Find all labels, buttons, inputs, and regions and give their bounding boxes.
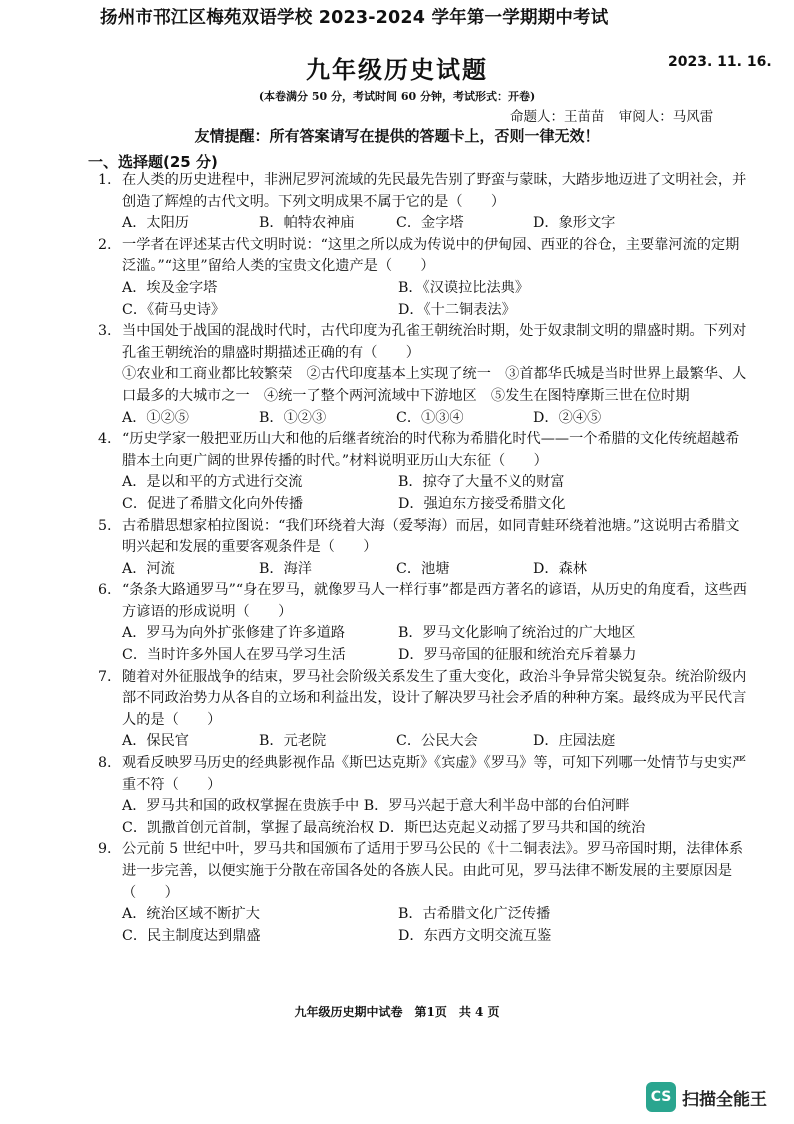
scanner-watermark	[646, 1081, 776, 1113]
option-d: D．《十二铜表法》	[398, 301, 516, 318]
question-stem: 古希腊思想家柏拉图说：“我们环绕着大海（爱琴海）而居，如同青蛙环绕着池塘。”这说明古希腊文明兴起和发展的重要客观条件是（ ）	[122, 517, 740, 556]
option-d: D．强迫东方接受希腊文化	[398, 495, 566, 512]
question-6	[98, 580, 748, 666]
option-c: C．公民大会	[396, 733, 478, 750]
question-stem: “历史学家一般把亚历山大和他的后继者统治的时代称为希腊化时代——一个希腊的文化传统超越希腊本土向更广阔的世界传播的时代。”材料说明亚历山大东征（ ）	[122, 431, 740, 469]
question-4	[98, 429, 748, 515]
question-1	[98, 170, 748, 235]
option-c: C．池塘	[396, 560, 450, 577]
option-d: D．②④⑤	[533, 409, 602, 426]
option-c: C．①③④	[396, 409, 464, 426]
author-line	[510, 105, 723, 125]
section-heading: 一、选择题(25 分)	[88, 153, 218, 171]
option-a: A．是以和平的方式进行交流	[122, 474, 303, 491]
option-c: C．当时许多外国人在罗马学习生活	[122, 647, 346, 664]
option-a: A．河流	[122, 560, 175, 577]
option-c: C．金字塔	[396, 215, 464, 232]
option-b: B．古希腊文化广泛传播	[398, 906, 551, 923]
option-d: D．象形文字	[533, 215, 616, 232]
question-stem: 一学者在评述某古代文明时说：“这里之所以成为传说中的伊甸园、西亚的谷仓，主要靠河流的定期泛滥。”“这里”留给人类的宝贵文化遗产是（ ）	[122, 236, 740, 275]
question-stem: 观看反映罗马历史的经典影视作品《斯巴达克斯》《宾虚》《罗马》等，可知下列哪一处情节与史实严重不符（ ）	[122, 755, 747, 793]
question-3	[98, 321, 748, 429]
option-d: D．罗马帝国的征服和统治充斥着暴力	[398, 647, 637, 664]
question-stem: 当中国处于战国的混战时代时，古代印度为孔雀王朝统治时期，处于奴隶制文明的鼎盛时期。下列对孔雀王朝统治的鼎盛时期描述正确的有（ ）	[122, 323, 747, 361]
option-c: C．民主制度达到鼎盛	[122, 927, 261, 944]
paper-title: 九年级历史试题	[306, 56, 488, 84]
question-2	[98, 235, 748, 321]
question-8	[98, 753, 748, 839]
friendly-tip: 友情提醒：所有答案请写在提供的答题卡上，否则一律无效！	[194, 127, 600, 145]
question-7	[98, 667, 748, 753]
option-b: B．海洋	[259, 560, 312, 577]
question-5	[98, 516, 748, 581]
option-a: A．罗马为向外扩张修建了许多道路	[122, 625, 346, 642]
question-number: 1.	[98, 172, 112, 188]
question-number: 7.	[98, 668, 112, 685]
option-b: B．掠夺了大量不义的财富	[398, 474, 565, 491]
option-a: A．统治区域不断扩大	[122, 906, 260, 923]
school-title: 扬州市邗江区梅苑双语学校 2023-2024 学年第一学期期中考试	[100, 8, 609, 28]
question-list	[98, 170, 748, 947]
option-a: A．①②⑤	[122, 409, 189, 426]
option-line-ab: A．罗马共和国的政权掌握在贵族手中 B．罗马兴起于意大利半岛中部的台伯河畔	[122, 798, 630, 815]
question-number: 9.	[98, 841, 112, 858]
exam-note: (本卷满分 50 分，考试时间 60 分钟，考试形式：开卷)	[258, 90, 536, 103]
camscanner-logo-icon: CS	[646, 1082, 676, 1112]
option-d: D．东西方文明交流互鉴	[398, 927, 552, 944]
option-a: A．保民官	[122, 733, 189, 750]
option-b: B．帕特农神庙	[259, 215, 355, 232]
option-d: D．庄园法庭	[533, 733, 616, 750]
option-c: C．《荷马史诗》	[122, 301, 226, 318]
question-stem: 随着对外征服战争的结束，罗马社会阶级关系发生了重大变化，政治斗争异常尖锐复杂。统治阶级内部不同政治势力从各自的立场和利益出发，设计了解决罗马社会矛盾的种种方案。最终成为平民代言人的是（ ）	[122, 668, 747, 728]
option-a: A．太阳历	[122, 215, 189, 232]
question-number: 5.	[98, 517, 112, 534]
exam-date: 2023. 11. 16.	[668, 54, 772, 70]
author: 命题人：王苗苗	[510, 109, 605, 125]
option-a: A．埃及金字塔	[122, 279, 218, 296]
question-material: ①农业和工商业都比较繁荣 ②古代印度基本上实现了统一 ③首都华氏城是当时世界上最繁华、人口最多的大城市之一 ④统一了整个两河流域中下游地区 ⑤发生在图特摩斯三世在位时期	[122, 366, 747, 404]
option-line-cd: C．凯撒首创元首制，掌握了最高统治权 D．斯巴达克起义动摇了罗马共和国的统治	[122, 819, 646, 836]
question-stem: 公元前 5 世纪中叶，罗马共和国颁布了适用于罗马公民的《十二铜表法》。罗马帝国时期，法律体系进一步完善，以便实施于分散在帝国各处的各族人民。由此可见，罗马法律不断发展的主要原因是（ ）	[122, 841, 744, 901]
question-number: 3.	[98, 323, 112, 340]
option-b: B．《汉谟拉比法典》	[398, 279, 530, 296]
option-b: B．①②③	[259, 409, 327, 426]
question-number: 4.	[98, 431, 112, 448]
question-stem: “条条大路通罗马”“身在罗马，就像罗马人一样行事”都是西方著名的谚语，从历史的角度看，这些西方谚语的形成说明（ ）	[122, 582, 747, 620]
question-9	[98, 839, 748, 947]
option-d: D．森林	[533, 560, 587, 577]
option-b: B．元老院	[259, 733, 327, 750]
option-c: C．促进了希腊文化向外传播	[122, 495, 304, 512]
question-number: 2.	[98, 236, 112, 253]
option-b: B．罗马文化影响了统治过的广大地区	[398, 625, 636, 642]
page-footer: 九年级历史期中试卷 第1页 共 4 页	[294, 1005, 500, 1019]
reviewer: 审阅人：马风雷	[618, 109, 714, 125]
question-number: 6.	[98, 582, 112, 599]
question-number: 8.	[98, 755, 112, 772]
question-stem: 在人类的历史进程中，非洲尼罗河流域的先民最先告别了野蛮与蒙昧，大踏步地迈进了文明社会，并创造了辉煌的古代文明。下列文明成果不属于它的是（ ）	[122, 172, 747, 210]
scanner-app-name: 扫描全能王	[682, 1089, 767, 1110]
